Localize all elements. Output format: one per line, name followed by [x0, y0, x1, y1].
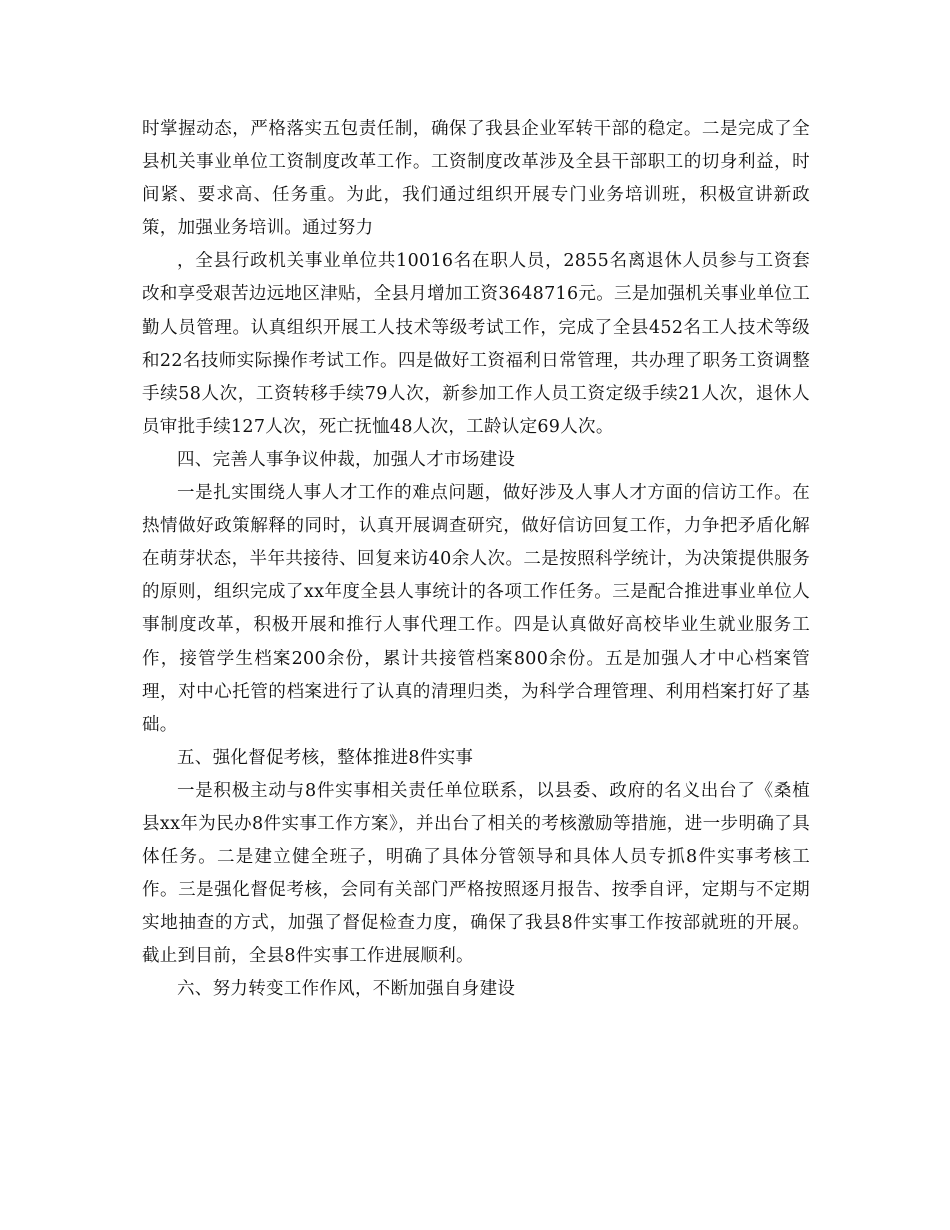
paragraph-continuation: 时掌握动态，严格落实五包责任制，确保了我县企业军转干部的稳定。二是完成了全县机关事业单位工资制度改革工作。工资制度改革涉及全县干部职工的切身利益，时间紧、要求高、任务重。为此，我们通过组织开展专门业务培训班，积极宣讲新政策，加强业务培训。通过努力	[142, 119, 810, 239]
section-heading-4: 四、完善人事争议仲裁，加强人才市场建设	[177, 449, 516, 470]
paragraph-eight-tasks: 一是积极主动与8件实事相关责任单位联系，以县委、政府的名义出台了《桑植县xx年为民办8件实事工作方案》，并出台了相关的考核激励等措施，进一步明确了具体任务。二是建立健全班子，明确了具体分管领导和具体人员专抓8件实事考核工作。三是强化督促考核，会同有关部门严格按照逐月报告、按季自评，定期与不定期实地抽查的方式，加强了督促检查力度，确保了我县8件实事工作按部就班的开展。截止到目前，全县8件实事工作进展顺利。	[142, 780, 810, 967]
paragraph-talent-market: 一是扎实围绕人事人才工作的难点问题，做好涉及人事人才方面的信访工作。在热情做好政策解释的同时，认真开展调查研究，做好信访回复工作，力争把矛盾化解在萌芽状态，半年共接待、回复来访40余人次。二是按照科学统计，为决策提供服务的原则，组织完成了xx年度全县人事统计的各项工作任务。三是配合推进事业单位人事制度改革，积极开展和推行人事代理工作。四是认真做好高校毕业生就业服务工作，接管学生档案200余份，累计共接管档案800余份。五是加强人才中心档案管理，对中心托管的档案进行了认真的清理归类，为科学合理管理、利用档案打好了基础。	[142, 483, 810, 735]
section-heading-5: 五、强化督促考核，整体推进8件实事	[177, 747, 474, 768]
section-heading-6: 六、努力转变工作作风，不断加强自身建设	[177, 979, 516, 1000]
document-body	[142, 113, 810, 1007]
paragraph-wage-reform: ，全县行政机关事业单位共10016名在职人员，2855名离退休人员参与工资套改和享受艰苦边远地区津贴，全县月增加工资3648716元。三是加强机关事业单位工勤人员管理。认真组织开展工人技术等级考试工作，完成了全县452名工人技术等级和22名技师实际操作考试工作。四是做好工资福利日常管理，共办理了职务工资调整手续58人次，工资转移手续79人次，新参加工作人员工资定级手续21人次，退休人员审批手续127人次，死亡抚恤48人次，工龄认定69人次。	[142, 251, 810, 437]
